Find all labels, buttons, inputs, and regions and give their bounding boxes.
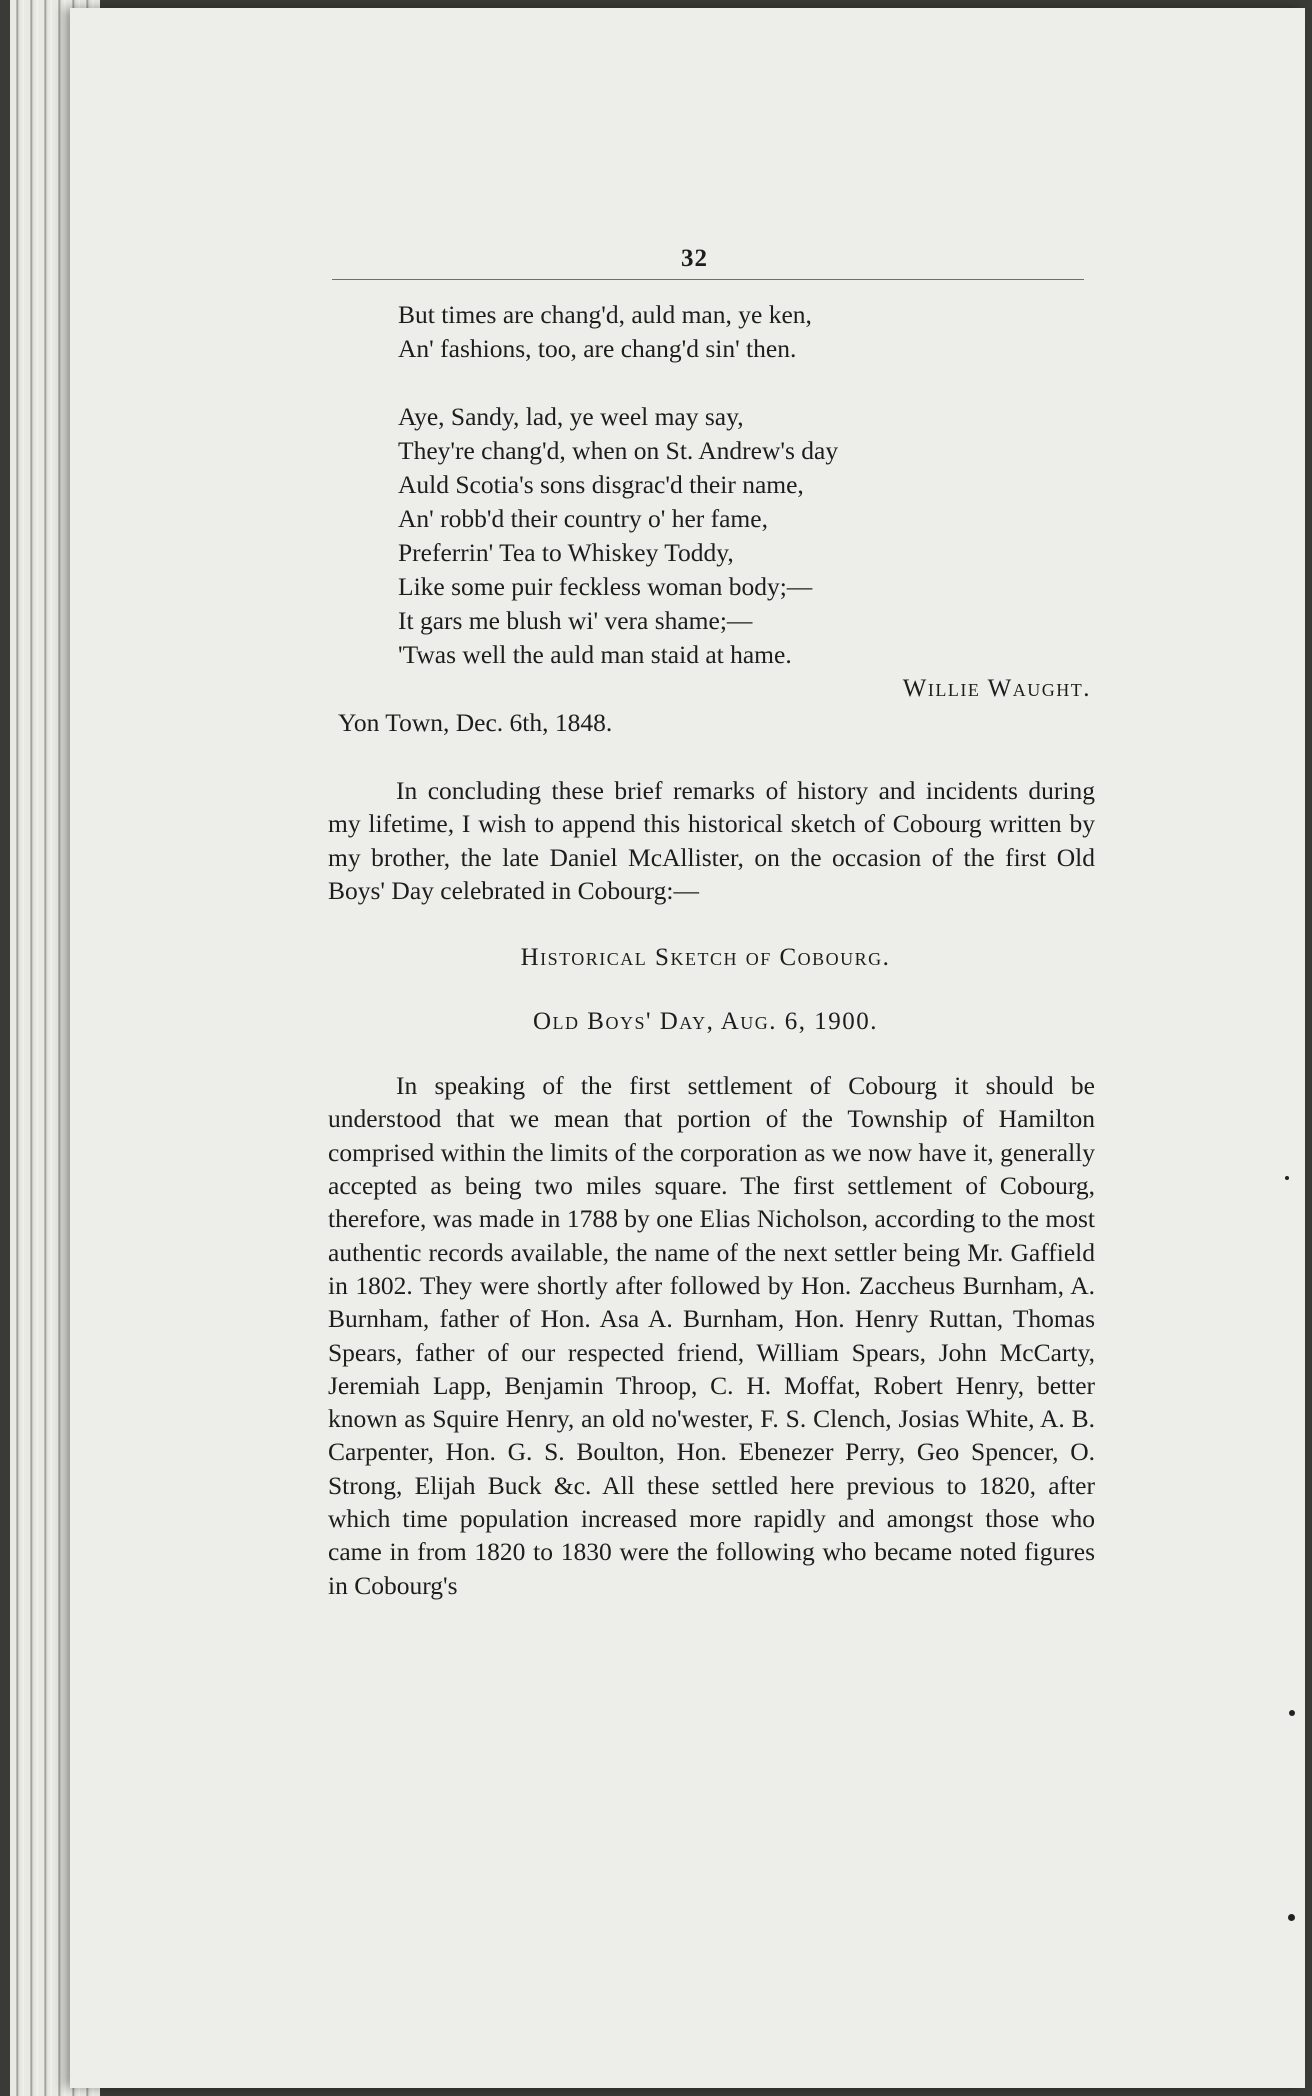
body-paragraph: In speaking of the first settlement of Cobourg it should be understood that we mean that portion of the Township of Hamilton comprised within the limits of the corporation as we now have it, generally accepted as being two miles square. The first settlement of Cobourg, therefore, was made in 1788 by one Elias Nicholson, according to the most authentic records available, the name of the next settler being Mr. Gaffield in 1802. They were shortly after followed by Hon. Zaccheus Burnham, A. Burnham, father of Hon. Asa A. Burnham, Hon. Henry Ruttan, Thomas Spears, father of our respected friend, William Spears, John McCarty, Jeremiah Lapp, Benjamin Throop, C. H. Moffat, Robert Henry, better known as Squire Henry, an old no'wester, F. S. Clench, Josias White, A. B. Carpenter, Hon. G. S. Boulton, Hon. Ebenezer Perry, Geo Spencer, O. Strong, Elijah Buck &c. All these settled here previous to 1820, after which time population increased more rapidly and amongst those who came in from 1820 to 1830 were the following who became noted figures in Cobourg's [328, 1071, 1095, 1600]
poem [398, 298, 1083, 672]
poem-line: An' fashions, too, are chang'd sin' then. [398, 334, 797, 363]
intro-paragraph: In concluding these brief remarks of history and incidents during my lifetime, I wish to append this historical sketch of Cobourg written by my brother, the late Daniel McAllister, on the occasion of the first Old Boys' Day celebrated in Cobourg:— [328, 776, 1095, 905]
dateline: Yon Town, Dec. 6th, 1848. [338, 708, 613, 737]
speck [1285, 1176, 1289, 1180]
poem-line: They're chang'd, when on St. Andrew's day [398, 436, 839, 465]
poem-stanza [398, 400, 1083, 672]
poem-line: Preferrin' Tea to Whiskey Toddy, [398, 538, 734, 567]
speck [1289, 1710, 1295, 1716]
poem-line: 'Twas well the auld man staid at hame. [398, 640, 792, 669]
poem-line: Aye, Sandy, lad, ye weel may say, [398, 402, 744, 431]
section-subheading: Old Boys' Day, Aug. 6, 1900. [532, 1008, 879, 1036]
poem-line: Like some puir feckless woman body;— [398, 572, 813, 601]
poem-stanza [398, 298, 1083, 366]
header-rule [332, 279, 1084, 280]
poem-line: It gars me blush wi' vera shame;— [398, 606, 753, 635]
poem-line: An' robb'd their country o' her fame, [398, 504, 768, 533]
page-text [258, 245, 1095, 1602]
page-number: 32 [681, 245, 708, 272]
poem-line: Auld Scotia's sons disgrac'd their name, [398, 470, 804, 499]
section-heading: Historical Sketch of Cobourg. [520, 944, 891, 972]
poem-signature: Willie Waught. [902, 675, 1091, 702]
speck [1288, 1914, 1295, 1921]
poem-line: But times are chang'd, auld man, ye ken, [398, 300, 812, 329]
